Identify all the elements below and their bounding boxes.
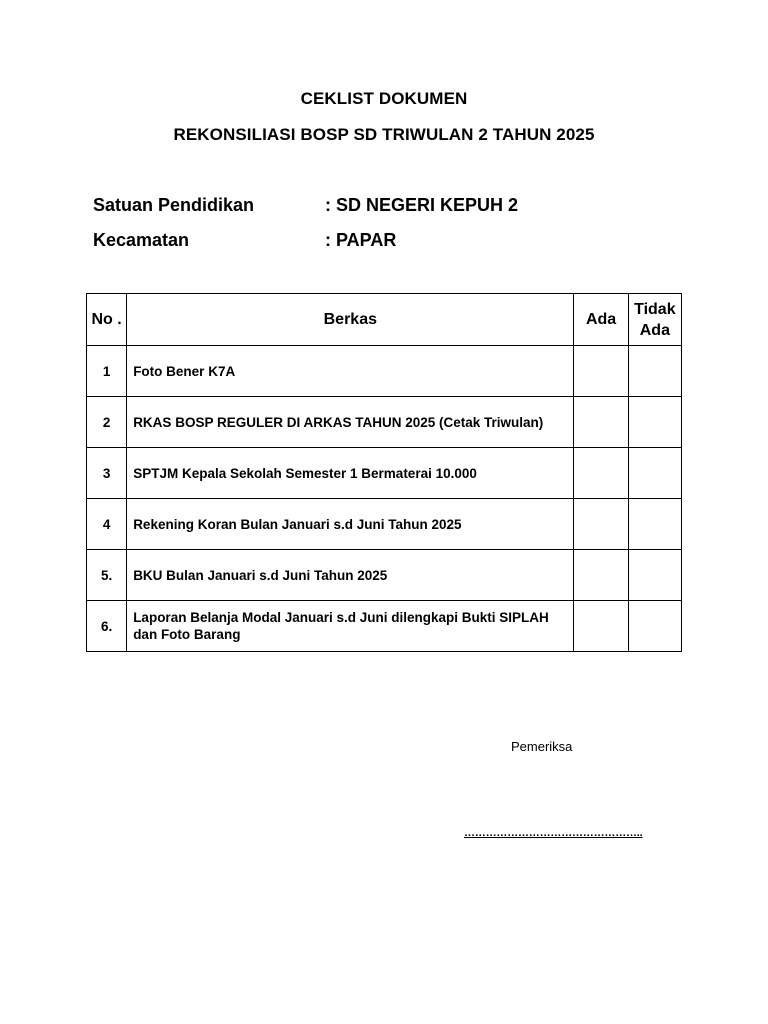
row-berkas: SPTJM Kepala Sekolah Semester 1 Bermaterai 10.000	[127, 448, 574, 499]
table-row	[87, 550, 682, 601]
table-row	[87, 346, 682, 397]
header-berkas: Berkas	[127, 294, 574, 346]
document-subtitle: REKONSILIASI BOSP SD TRIWULAN 2 TAHUN 2025	[173, 125, 595, 144]
header-ada: Ada	[574, 294, 628, 346]
row-number: 2	[87, 397, 127, 448]
row-number: 5.	[87, 550, 127, 601]
school-label: Satuan Pendidikan	[93, 195, 255, 215]
ada-checkbox-cell[interactable]	[574, 499, 628, 550]
signer-label: Pemeriksa	[511, 739, 573, 754]
row-berkas: RKAS BOSP REGULER DI ARKAS TAHUN 2025 (Cetak Triwulan)	[127, 397, 574, 448]
ada-checkbox-cell[interactable]	[574, 550, 628, 601]
row-number: 6.	[87, 601, 127, 652]
district-label: Kecamatan	[93, 230, 190, 250]
tidak-ada-checkbox-cell[interactable]	[628, 346, 681, 397]
school-value: : SD NEGERI KEPUH 2	[325, 195, 519, 215]
tidak-ada-checkbox-cell[interactable]	[628, 397, 681, 448]
header-tidak-ada: Tidak Ada	[628, 294, 681, 346]
checklist-table	[86, 293, 682, 652]
table-header-row	[87, 294, 682, 346]
tidak-ada-checkbox-cell[interactable]	[628, 448, 681, 499]
table-row	[87, 448, 682, 499]
table-row	[87, 397, 682, 448]
tidak-ada-checkbox-cell[interactable]	[628, 601, 681, 652]
ada-checkbox-cell[interactable]	[574, 346, 628, 397]
ada-checkbox-cell[interactable]	[574, 601, 628, 652]
signature-line: …………………………………………..	[464, 827, 643, 839]
row-berkas: Laporan Belanja Modal Januari s.d Juni dilengkapi Bukti SIPLAH dan Foto Barang	[127, 601, 574, 652]
table-row	[87, 499, 682, 550]
tidak-ada-checkbox-cell[interactable]	[628, 550, 681, 601]
row-berkas: Foto Bener K7A	[127, 346, 574, 397]
tidak-ada-checkbox-cell[interactable]	[628, 499, 681, 550]
document-title: CEKLIST DOKUMEN	[300, 89, 468, 108]
district-value: : PAPAR	[325, 230, 397, 250]
row-number: 3	[87, 448, 127, 499]
ada-checkbox-cell[interactable]	[574, 397, 628, 448]
row-number: 4	[87, 499, 127, 550]
ada-checkbox-cell[interactable]	[574, 448, 628, 499]
row-number: 1	[87, 346, 127, 397]
row-berkas: Rekening Koran Bulan Januari s.d Juni Tahun 2025	[127, 499, 574, 550]
row-berkas: BKU Bulan Januari s.d Juni Tahun 2025	[127, 550, 574, 601]
header-no: No .	[87, 294, 127, 346]
table-row	[87, 601, 682, 652]
